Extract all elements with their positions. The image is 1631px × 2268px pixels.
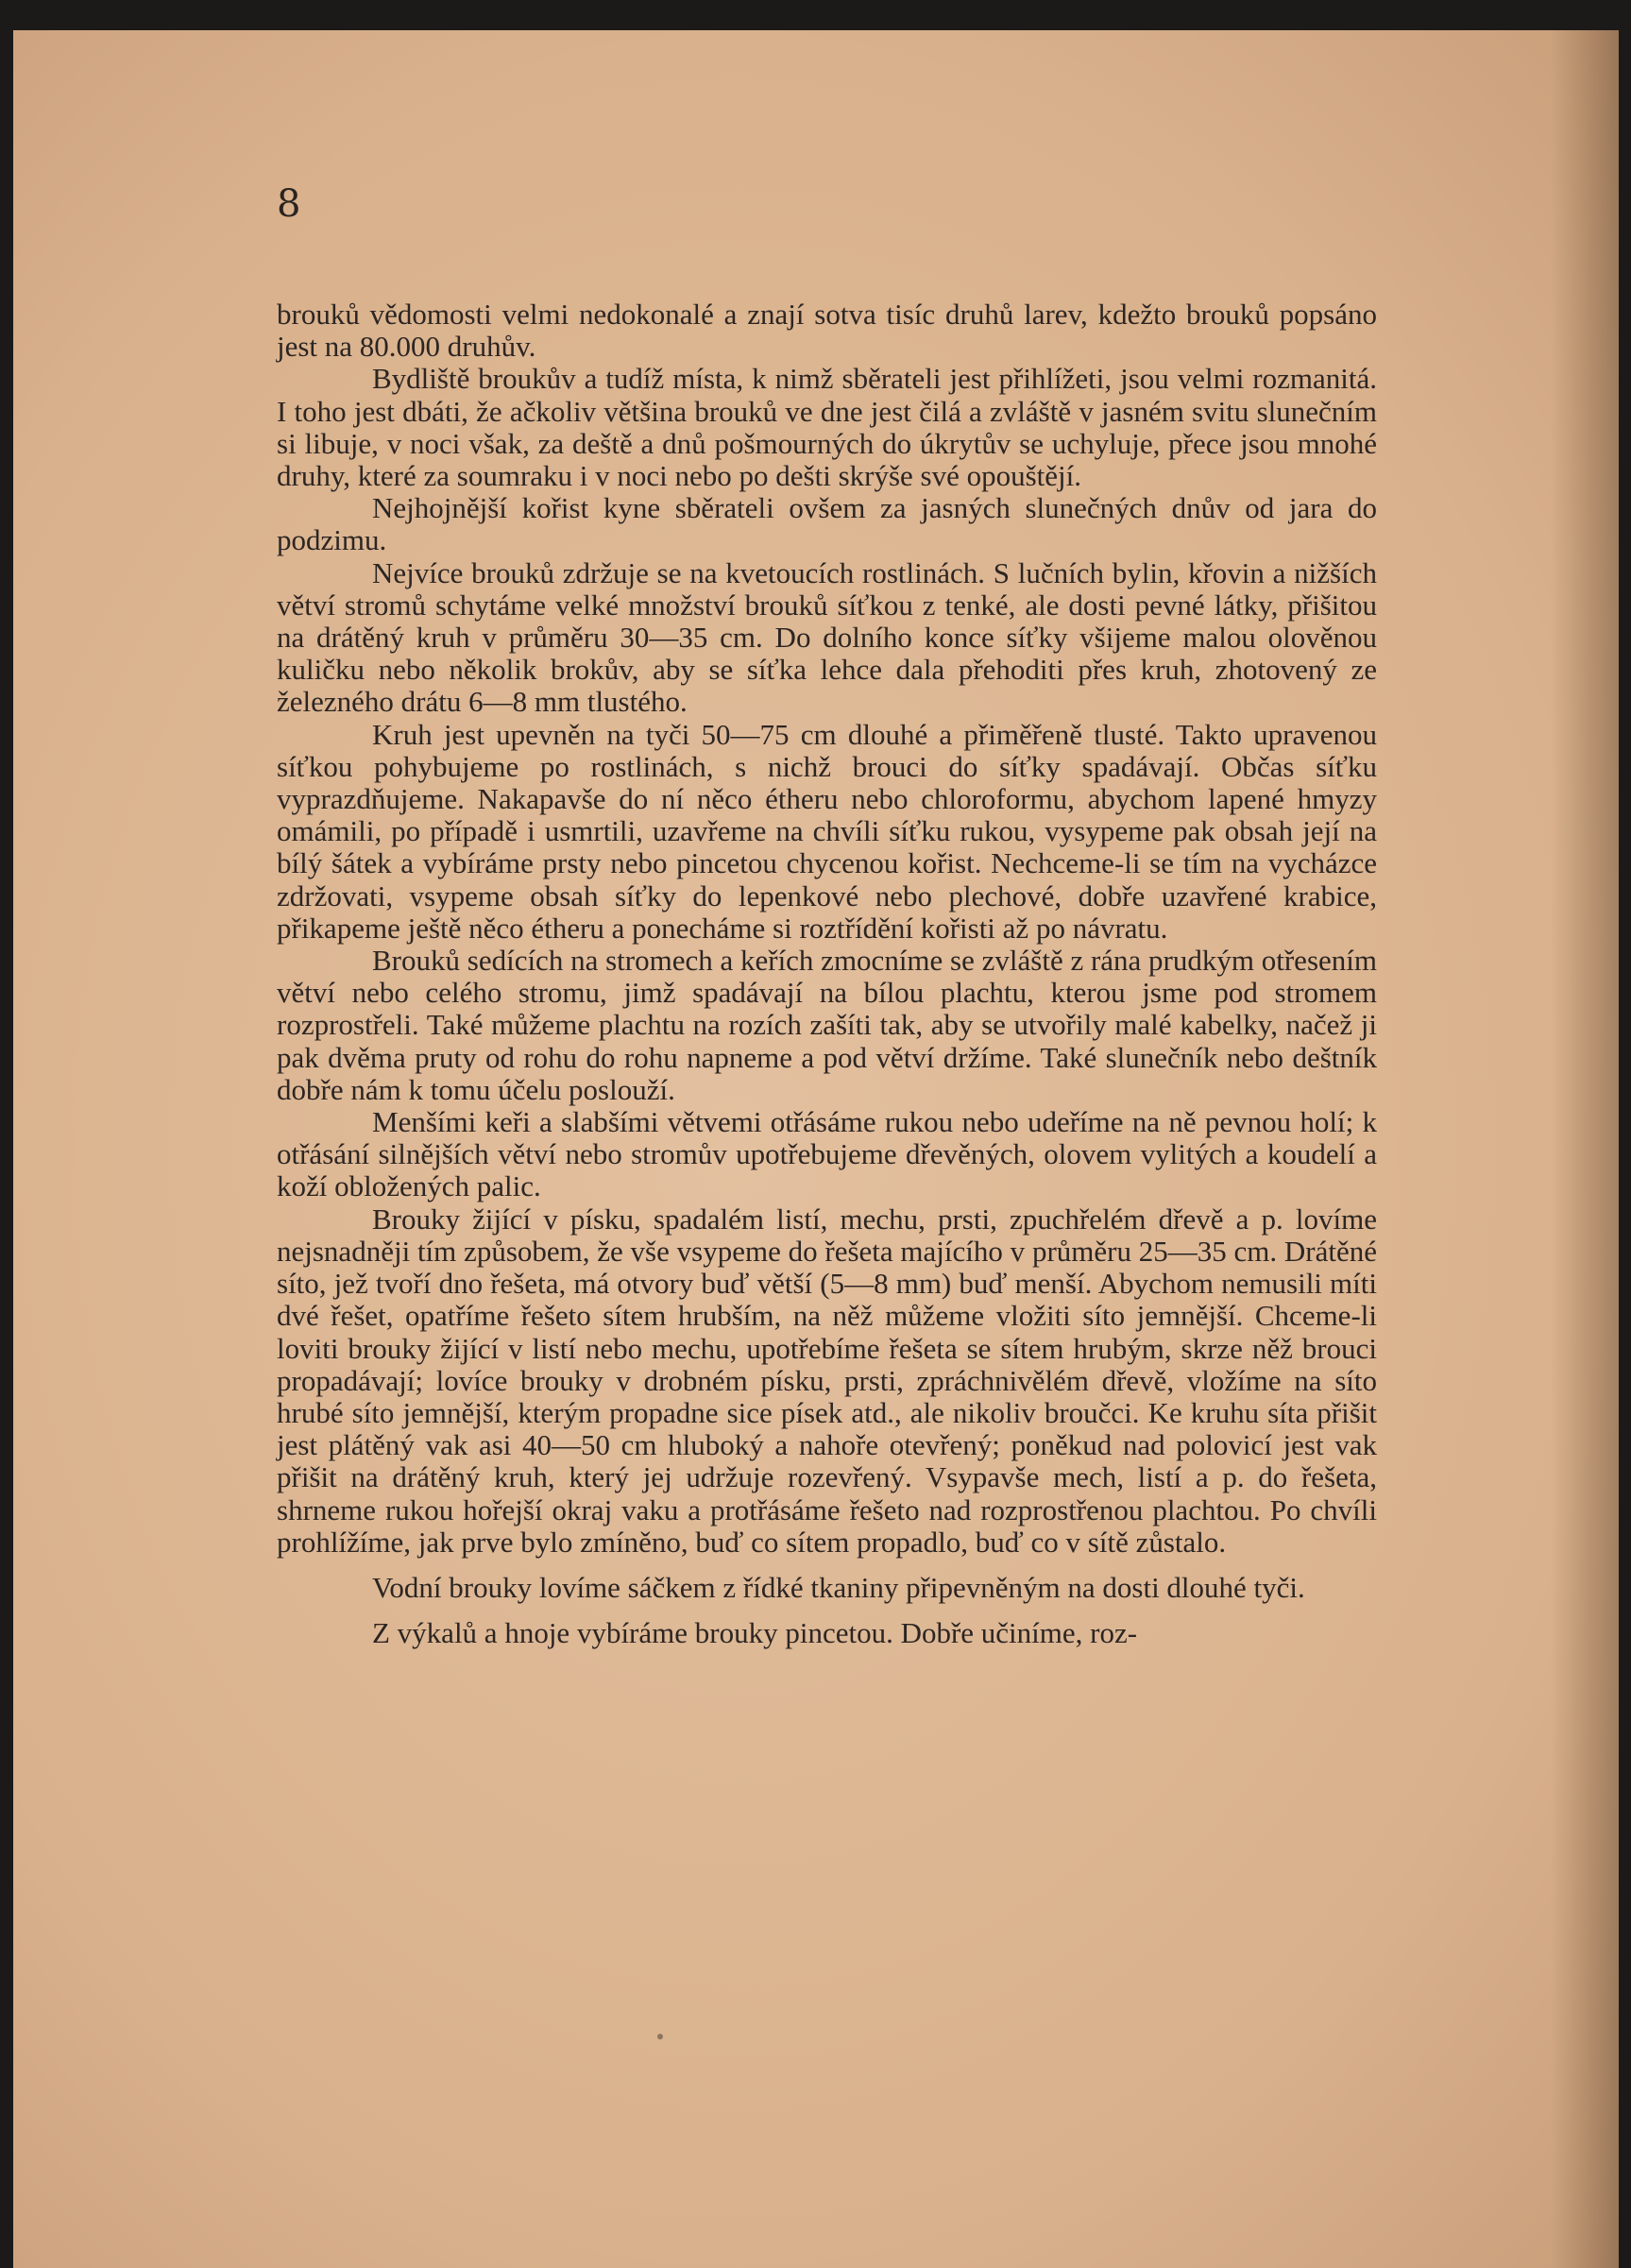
page-gutter-shadow <box>1551 30 1619 2268</box>
paragraph: brouků vědomosti velmi nedokonalé a znají sotva tisíc druhů larev, kdežto brouků popsáno jest na 80.000 druhův. <box>277 298 1377 364</box>
paragraph: Vodní brouky lovíme sáčkem z řídké tkaniny připevněným na dosti dlouhé tyči. <box>372 1570 1305 1604</box>
paragraph: Bydliště broukův a tudíž místa, k nimž sběrateli jest přihlížeti, jsou velmi rozmanitá. I toho jest dbáti, že ačkoliv většina brouků ve dne jest čilá a zvláště v jasném svitu slunečním si libuje, v noci však, za deště a dnů pošmourných do úkrytův se uchyluje, přece jsou mnohé druhy, které za soumraku i v noci nebo po dešti skrýše své opouštějí. <box>277 362 1377 493</box>
paragraph: Nejhojnější kořist kyne sběrateli ovšem za jasných slunečných dnův od jara do podzimu. <box>277 491 1377 557</box>
body-text <box>277 298 1377 1649</box>
paragraph: Brouky žijící v písku, spadalém listí, mechu, prsti, zpuchřelém dřevě a p. lovíme nejsnadněji tím způsobem, že vše vsypeme do řešeta majícího v průměru 25—35 cm. Drátěné síto, jež tvoří dno řešeta, má otvory buď větší (5—8 mm) buď menší. Abychom nemusili míti dvé řešet, opatříme řešeto sítem hrubším, na něž můžeme vložiti síto jemnější. Chceme-li loviti brouky žijící v listí nebo mechu, upotřebíme řešeta se sítem hrubým, skrze něž brouci propadávají; lovíce brouky v drobném písku, prsti, zpráchnivělém dřevě, vložíme na síto hrubé síto jemnější, kterým propadne sice písek atd., ale nikoliv broučci. Ke kruhu síta přišit jest plátěný vak asi 40—50 cm hluboký a nahoře otevřený; poněkud nad polovicí jest vak přišit na drátěný kruh, který jej udržuje rozevřený. Vsypavše mech, listí a p. do řešeta, shrneme rukou hořejší okraj vaku a protřásáme řešeto nad rozprostřenou plachtou. Po chvíli prohlížíme, jak prve bylo zmíněno, buď co sítem propadlo, buď co v sítě zůstalo. <box>277 1202 1377 1559</box>
paragraph: Brouků sedících na stromech a keřích zmocníme se zvláště z rána prudkým otřesením větví nebo celého stromu, jimž spadávají na bílou plachtu, kterou jsme pod stromem rozprostřeli. Také můžeme plachtu na rozích zašíti tak, aby se utvořily malé kabelky, načež ji pak dvěma pruty od rohu do rohu napneme a pod větví držíme. Také slunečník nebo deštník dobře nám k tomu účelu poslouží. <box>277 944 1377 1106</box>
paragraph: Nejvíce brouků zdržuje se na kvetoucích rostlinách. S lučních bylin, křovin a nižších větví stromů schytáme velké množství brouků síťkou z tenké, ale dosti pevné látky, přišitou na drátěný kruh v průměru 30—35 cm. Do dolního konce síťky všijeme malou olověnou kuličku nebo několik brokův, aby se síťka lehce dala přehoditi přes kruh, zhotovený ze železného drátu 6—8 mm tlustého. <box>277 555 1377 719</box>
page-number: 8 <box>277 182 301 226</box>
paragraph: Menšími keři a slabšími větvemi otřásáme rukou nebo udeříme na ně pevnou holí; k otřásání silnějších větví nebo stromův upotřebujeme dřevěných, olovem vylitých a koudelí a koží obložených palic. <box>277 1105 1377 1203</box>
book-page <box>13 30 1619 2268</box>
paragraph: Kruh jest upevněn na tyči 50—75 cm dlouhé a přiměřeně tlusté. Takto upravenou síťkou pohybujeme po rostlinách, s nichž brouci do síťky spadávají. Občas síťku vyprazdňujeme. Nakapavše do ní něco étheru nebo chloroformu, abychom lapené hmyzy omámili, po případě i usmrtili, uzavřeme na chvíli síťku rukou, vysypeme pak obsah její na bílý šátek a vybíráme prsty nebo pincetou chycenou kořist. Nechceme-li se tím na vycházce zdržovati, vsypeme obsah síťky do lepenkové nebo plechové, dobře uzavřené krabice, přikapeme ještě něco étheru a ponecháme si roztřídění kořisti až po návratu. <box>277 717 1377 945</box>
paragraph: Z výkalů a hnoje vybíráme brouky pincetou. Dobře učiníme, roz- <box>372 1616 1138 1650</box>
ink-speck <box>657 2034 663 2039</box>
